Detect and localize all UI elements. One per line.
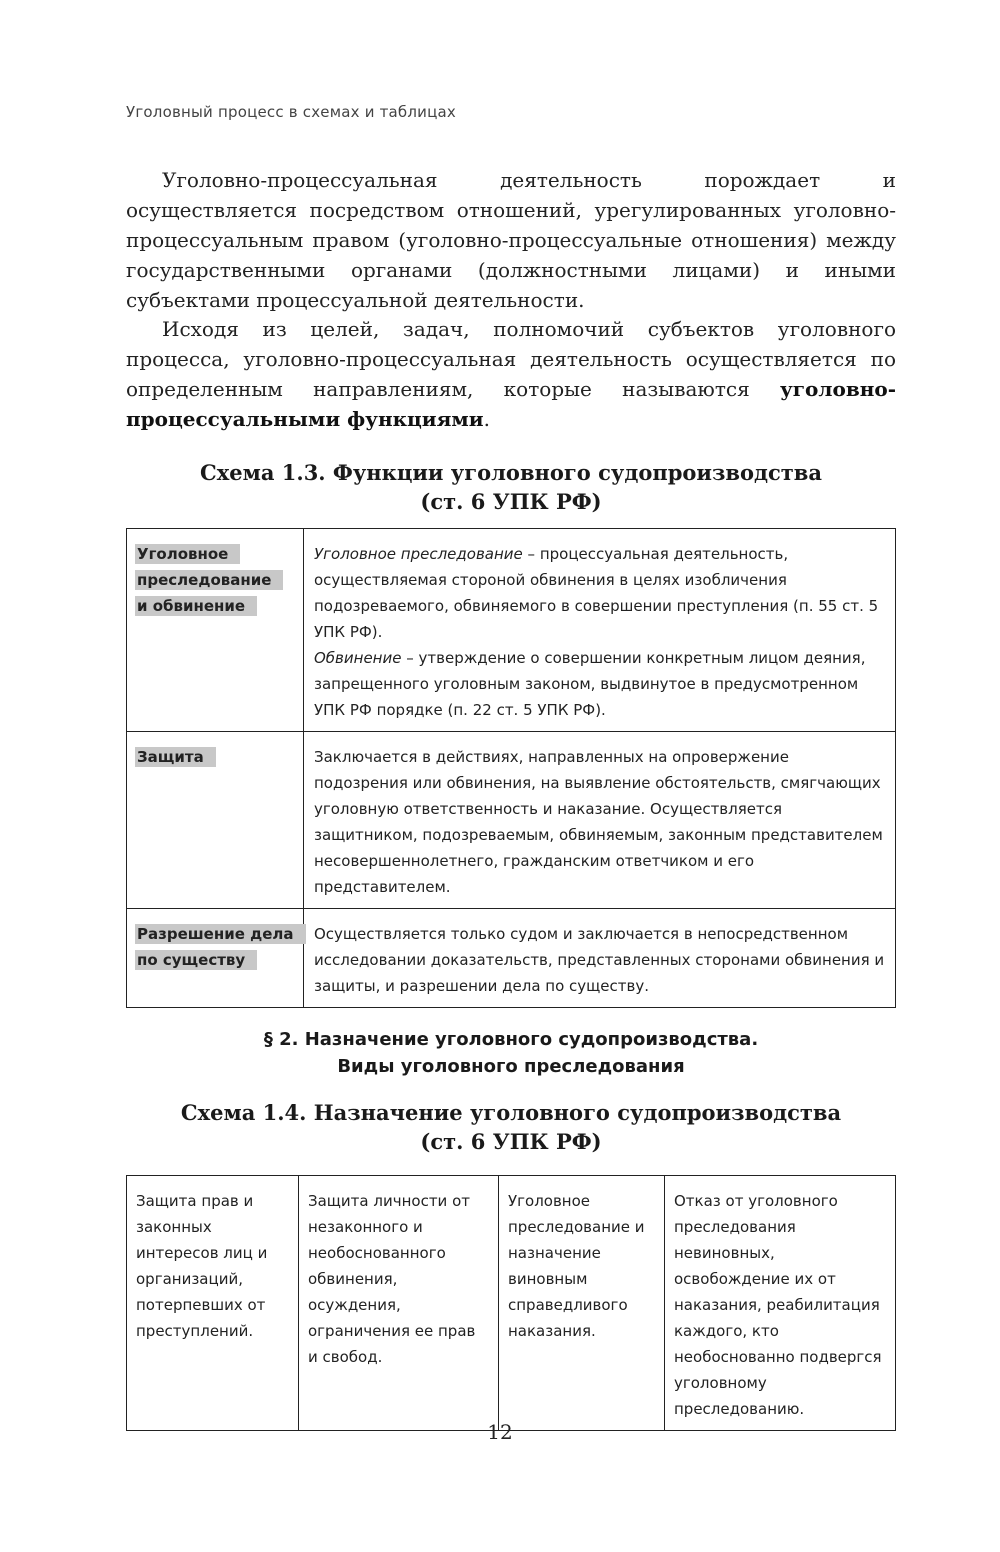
- paragraph-2-text: [126, 314, 896, 434]
- function-description-cell: [304, 529, 896, 732]
- function-label-cell: [127, 732, 304, 909]
- section-2-title: [126, 1026, 896, 1080]
- table-row: [127, 529, 896, 732]
- purpose-cell-4: Отказ от уголовного преследования невиновных, освобождение их от наказания, реабилитация каждого, кто необоснованно подвергся уголовному преследованию.: [665, 1176, 896, 1431]
- function-label-cell: [127, 529, 304, 732]
- paragraph-1-text: Уголовно-процессуальная деятельность порождает и осуществляется посредством отношений, урегулированных уголовно-процессуальным правом (уголовно-процессуальные отношения) между государственными органами (должностными лицами) и иными субъектами процессуальной деятельности.: [126, 168, 896, 312]
- paragraph-2-term: уголовно-процессуальными функциями: [126, 377, 896, 431]
- scheme-1-4-title-line2: (ст. 6 УПК РФ): [420, 1129, 602, 1154]
- function-label: Уголовное преследование и обвинение: [135, 544, 283, 616]
- purpose-cell-1: Защита прав и законных интересов лиц и организаций, потерпевших от преступлений.: [127, 1176, 299, 1431]
- table-row: [127, 732, 896, 909]
- scheme-1-3-title: [126, 458, 896, 516]
- purpose-cell-2: Защита личности от незаконного и необоснованного обвинения, осуждения, ограничения ее прав и свобод.: [299, 1176, 499, 1431]
- paragraph-2-body: Исходя из целей, задач, полномочий субъектов уголовного процесса, уголовно-процессуальная деятельность осуществляется по определенным направлениям, которые называются: [126, 317, 896, 401]
- paragraph-2: [126, 314, 896, 434]
- function-description: Заключается в действиях, направленных на опровержение подозрения или обвинения, на выявление обстоятельств, смягчающих уголовную ответственность и наказание. Осуществляется защитником, подозреваемым, обвиняемым, законным представителем несовершеннолетнего, гражданским ответчиком и его представителем.: [304, 732, 896, 909]
- scheme-1-3-title-line2: (ст. 6 УПК РФ): [420, 489, 602, 514]
- scheme-1-3-table: [126, 528, 896, 1008]
- running-head: Уголовный процесс в схемах и таблицах: [126, 103, 457, 121]
- table-row: [127, 909, 896, 1008]
- term-accusation: Обвинение: [314, 649, 402, 667]
- function-label-cell: [127, 909, 304, 1008]
- table-row: [127, 1176, 896, 1431]
- purpose-cell-3: Уголовное преследование и назначение виновным справедливого наказания.: [499, 1176, 665, 1431]
- paragraph-1: [126, 165, 896, 315]
- term-prosecution: Уголовное преследование: [314, 545, 523, 563]
- page-number: 12: [487, 1420, 513, 1444]
- scheme-1-4-title-line1: Схема 1.4. Назначение уголовного судопроизводства: [180, 1100, 842, 1125]
- definition-accusation: – утверждение о совершении конкретным лицом деяния, запрещенного уголовным законом, выдвинутое в предусмотренном УПК РФ порядке (п. 22 ст. 5 УПК РФ).: [314, 649, 866, 719]
- scheme-1-3-title-line1: Схема 1.3. Функции уголовного судопроизводства: [200, 460, 822, 485]
- section-2-title-line2: Виды уголовного преследования: [337, 1056, 685, 1077]
- definition-prosecution: – процессуальная деятельность, осуществляемая стороной обвинения в целях изобличения подозреваемого, обвиняемого в совершении преступления (п. 55 ст. 5 УПК РФ).: [314, 545, 879, 641]
- section-2-title-line1: § 2. Назначение уголовного судопроизводства.: [263, 1029, 759, 1050]
- scheme-1-4-table: [126, 1175, 896, 1431]
- function-label: Разрешение дела по существу: [135, 924, 306, 970]
- function-description: Осуществляется только судом и заключается в непосредственном исследовании доказательств, представленных сторонами обвинения и защиты, и разрешении дела по существу.: [304, 909, 896, 1008]
- scheme-1-4-title: [126, 1098, 896, 1156]
- paragraph-2-end: .: [483, 407, 490, 431]
- function-label: Защита: [135, 747, 216, 767]
